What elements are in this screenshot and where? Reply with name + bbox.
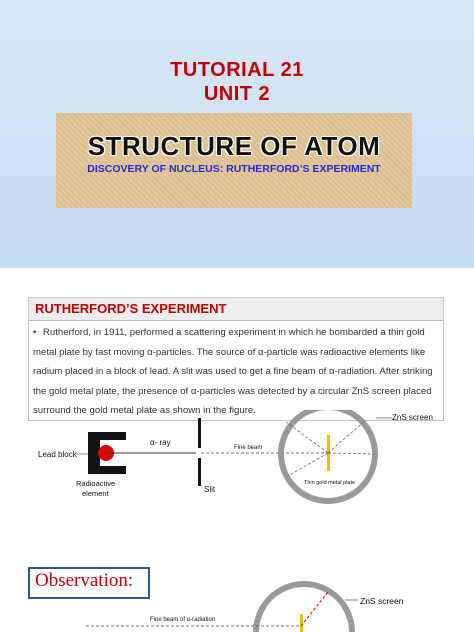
paragraph-text: Rutherford, in 1911, performed a scattering experiment in which he bombarded a thin gold metal plate by fast moving α-particles. The source of α-particle was radioactive elements like radium placed in a block of lead. A slit was used to get a fine beam of α-radiation. After striking the gold metal plate, the presence of α-particles was detected by a circular ZnS screen placed surround the gold metal plate as shown in the figure. bbox=[33, 327, 433, 416]
section-heading bbox=[28, 297, 444, 321]
scatter-line-1 bbox=[328, 420, 366, 453]
slit-upper bbox=[198, 418, 201, 448]
zns-screen-label-2: ZnS screen bbox=[360, 596, 404, 606]
title-banner bbox=[56, 113, 412, 208]
scatter-line-4 bbox=[288, 453, 328, 476]
observation-diagram bbox=[0, 574, 474, 632]
slide-separator bbox=[0, 268, 474, 282]
experiment-description bbox=[28, 320, 444, 421]
scatter-line-3 bbox=[328, 453, 374, 454]
radioactive-label-line1: Radioactive bbox=[76, 479, 116, 488]
lead-block-label: Lead block bbox=[38, 450, 77, 459]
rutherford-apparatus-diagram bbox=[28, 410, 442, 520]
slide-subtitle: DISCOVERY OF NUCLEUS: RUTHERFORD’S EXPERIMENT bbox=[87, 163, 381, 175]
slide-title: STRUCTURE OF ATOM bbox=[87, 131, 381, 161]
tutorial-number: TUTORIAL 21 bbox=[170, 59, 304, 81]
slit-lower bbox=[198, 458, 201, 486]
unit-number: UNIT 2 bbox=[203, 83, 271, 105]
zns-screen-arc bbox=[256, 584, 352, 632]
slit-label: Slit bbox=[204, 485, 216, 494]
zns-screen-label: ZnS screen bbox=[392, 413, 433, 422]
alpha-ray-label: α- ray bbox=[150, 438, 171, 447]
gold-plate-shape-2 bbox=[300, 614, 303, 632]
radioactive-label-line2: element bbox=[82, 489, 109, 498]
title-slide bbox=[0, 0, 474, 268]
gold-plate-label: Thin gold metal plate bbox=[304, 480, 356, 486]
section-heading-text: RUTHERFORD’S EXPERIMENT bbox=[35, 301, 227, 316]
fine-beam-label-2: Fine beam of α-radiation bbox=[150, 617, 216, 623]
deflected-ray bbox=[301, 592, 328, 626]
content-slide bbox=[0, 282, 474, 632]
observation-label: Observation: bbox=[35, 570, 134, 591]
fine-beam-label: Fine beam bbox=[234, 445, 263, 451]
bullet-icon: • bbox=[33, 327, 37, 338]
